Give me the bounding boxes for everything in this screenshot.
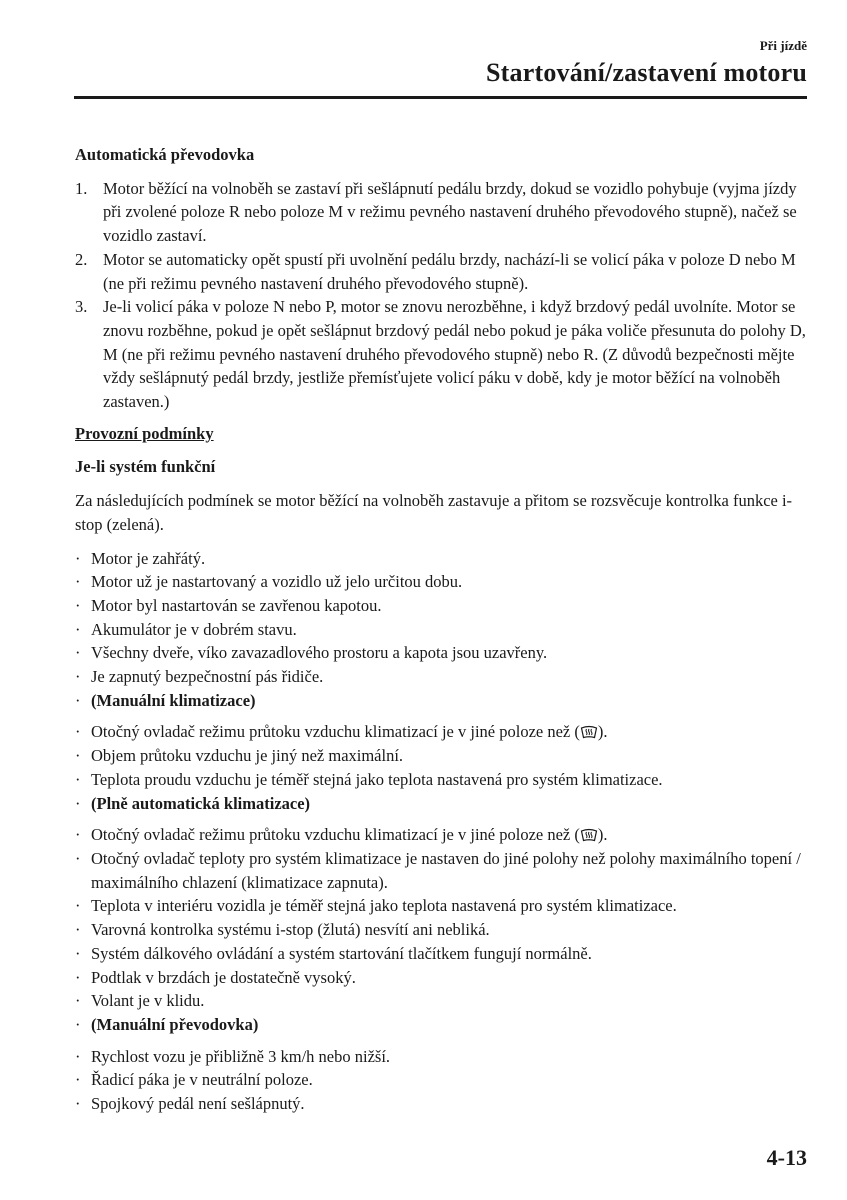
auto-ac-sublist bbox=[75, 823, 810, 918]
list-item-text: Řadicí páka je v neutrální poloze. bbox=[91, 1070, 313, 1090]
bullet-dot: · bbox=[75, 967, 81, 987]
list-item-text: Objem průtoku vzduchu je jiný než maximální. bbox=[91, 746, 404, 766]
list-item-text bbox=[91, 720, 810, 744]
list-item bbox=[75, 942, 810, 966]
list-item-text: Motor byl nastartován se zavřenou kapotou. bbox=[91, 595, 382, 615]
list-item bbox=[75, 618, 810, 642]
bullet-dot: · bbox=[75, 595, 81, 615]
list-item-text: Všechny dveře, víko zavazadlového prostoru a kapota jsou uzavřeny. bbox=[91, 643, 548, 663]
step-text: Motor běžící na volnoběh se zastaví při sešlápnutí pedálu brzdy, dokud se vozidlo pohybuje (vyjma jízdy při zvolené poloze R nebo poloze M v režimu pevného nastavení druhého převodového stupně), načež se vozidlo zastaví. bbox=[103, 178, 797, 246]
bullet-dot: · bbox=[75, 722, 81, 742]
list-item bbox=[75, 918, 810, 942]
bullet-dot: · bbox=[75, 825, 81, 845]
list-item bbox=[75, 1092, 810, 1116]
bullet-dot: · bbox=[75, 793, 81, 813]
bullet-dot: · bbox=[75, 896, 81, 916]
step-number: 2. bbox=[75, 249, 88, 269]
list-item bbox=[75, 768, 810, 792]
list-item bbox=[75, 665, 810, 689]
list-item-text: Volant je v klidu. bbox=[91, 991, 205, 1011]
page-number: 4-13 bbox=[766, 1145, 807, 1170]
step-text: Je-li volicí páka v poloze N nebo P, motor se znovu nerozběhne, i když brzdový pedál uvolníte. Motor se znovu rozběhne, pokud je opět sešlápnut brzdový pedál nebo pokud je páka voliče přesunuta do polohy D, M (ne při režimu pevného nastavení druhého převodového stupně) nebo R. (Z důvodů bezpečnosti mějte vždy sešlápnutý pedál brzdy, jestliže přemísťujete volicí páku v době, kdy je motor běžící na volnoběh zastaven.) bbox=[103, 297, 806, 412]
list-item bbox=[75, 823, 810, 847]
step-item bbox=[75, 177, 810, 248]
list-item-text: Varovná kontrolka systému i-stop (žlutá) nesvítí ani nebliká. bbox=[91, 920, 490, 940]
page-title: Startování/zastavení motoru bbox=[486, 58, 807, 87]
list-item-text: Motor je zahřátý. bbox=[91, 548, 206, 568]
list-item-text: Teplota v interiéru vozidla je téměř stejná jako teplota nastavená pro systém klimatizace. bbox=[91, 896, 677, 916]
list-item bbox=[75, 547, 810, 571]
text-prefix: Otočný ovladač režimu průtoku vzduchu klimatizací je v jiné poloze než ( bbox=[91, 722, 580, 742]
list-item bbox=[75, 847, 810, 894]
intro-paragraph: Za následujících podmínek se motor běžící na volnoběh zastavuje a přitom se rozsvěcuje kontrolka funkce i-stop (zelená). bbox=[75, 491, 793, 534]
bullet-dot: · bbox=[75, 943, 81, 963]
list-item-text: Spojkový pedál není sešlápnutý. bbox=[91, 1094, 305, 1114]
step-item bbox=[75, 295, 810, 414]
list-item bbox=[75, 966, 810, 990]
step-item bbox=[75, 248, 810, 295]
list-item bbox=[75, 989, 810, 1013]
step-text: Motor se automaticky opět spustí při uvolnění pedálu brzdy, nachází-li se volicí páka v poloze D nebo M (ne při režimu pevného nastavení druhého převodového stupně). bbox=[103, 249, 796, 293]
windshield-defroster-icon bbox=[580, 828, 598, 842]
bullet-dot: · bbox=[75, 1014, 81, 1034]
list-item-text bbox=[91, 823, 810, 847]
step-number: 1. bbox=[75, 178, 88, 198]
list-item-text: Akumulátor je v dobrém stavu. bbox=[91, 619, 297, 639]
list-item-text: Teplota proudu vzduchu je téměř stejná jako teplota nastavená pro systém klimatizace. bbox=[91, 769, 663, 789]
list-item bbox=[75, 792, 810, 816]
title-divider bbox=[74, 96, 807, 99]
bullet-dot: · bbox=[75, 572, 81, 592]
bullet-dot: · bbox=[75, 769, 81, 789]
heading-system-functional: Je-li systém funkční bbox=[75, 457, 216, 477]
list-item bbox=[75, 594, 810, 618]
bullet-dot: · bbox=[75, 690, 81, 710]
manual-ac-label: (Manuální klimatizace) bbox=[91, 690, 256, 710]
list-item bbox=[75, 1045, 810, 1069]
manual-ac-sublist bbox=[75, 720, 810, 791]
list-item bbox=[75, 894, 810, 918]
heading-operating-conditions: Provozní podmínky bbox=[75, 423, 214, 443]
manual-transmission-label: (Manuální převodovka) bbox=[91, 1014, 259, 1034]
bullet-dot: · bbox=[75, 1046, 81, 1066]
bullet-dot: · bbox=[75, 548, 81, 568]
bullet-dot: · bbox=[75, 848, 81, 868]
list-item-text: Systém dálkového ovládání a systém startování tlačítkem fungují normálně. bbox=[91, 943, 592, 963]
list-item-text: Motor už je nastartovaný a vozidlo už jelo určitou dobu. bbox=[91, 572, 463, 592]
list-item bbox=[75, 1068, 810, 1092]
list-item-text: Je zapnutý bezpečnostní pás řidiče. bbox=[91, 667, 324, 687]
list-item-text: Rychlost vozu je přibližně 3 km/h nebo nižší. bbox=[91, 1046, 391, 1066]
bullet-dot: · bbox=[75, 920, 81, 940]
heading-automatic-transmission: Automatická převodovka bbox=[75, 145, 255, 164]
conditions-list-a bbox=[75, 547, 810, 713]
windshield-defroster-icon bbox=[580, 725, 598, 739]
main-content bbox=[75, 143, 810, 1116]
list-item bbox=[75, 1013, 810, 1037]
manual-transmission-sublist bbox=[75, 1045, 810, 1116]
list-item-text: Otočný ovladač teploty pro systém klimatizace je nastaven do jiné polohy než polohy maximálního topení / maximálního chlazení (klimatizace zapnuta). bbox=[91, 848, 801, 892]
step-number: 3. bbox=[75, 297, 88, 317]
list-item-text: Podtlak v brzdách je dostatečně vysoký. bbox=[91, 967, 356, 987]
bullet-dot: · bbox=[75, 1070, 81, 1090]
bullet-dot: · bbox=[75, 991, 81, 1011]
list-item bbox=[75, 689, 810, 713]
list-item bbox=[75, 570, 810, 594]
auto-ac-label: (Plně automatická klimatizace) bbox=[91, 793, 311, 813]
text-suffix: ). bbox=[597, 825, 608, 845]
bullet-dot: · bbox=[75, 619, 81, 639]
list-item bbox=[75, 641, 810, 665]
bullet-dot: · bbox=[75, 746, 81, 766]
list-item bbox=[75, 744, 810, 768]
section-label: Při jízdě bbox=[759, 38, 807, 53]
bullet-dot: · bbox=[75, 667, 81, 687]
list-item bbox=[75, 720, 810, 744]
bullet-dot: · bbox=[75, 1094, 81, 1114]
conditions-list-b bbox=[75, 918, 810, 1037]
bullet-dot: · bbox=[75, 643, 81, 663]
text-suffix: ). bbox=[597, 722, 608, 742]
text-prefix: Otočný ovladač režimu průtoku vzduchu klimatizací je v jiné poloze než ( bbox=[91, 825, 580, 845]
numbered-steps bbox=[75, 177, 810, 414]
